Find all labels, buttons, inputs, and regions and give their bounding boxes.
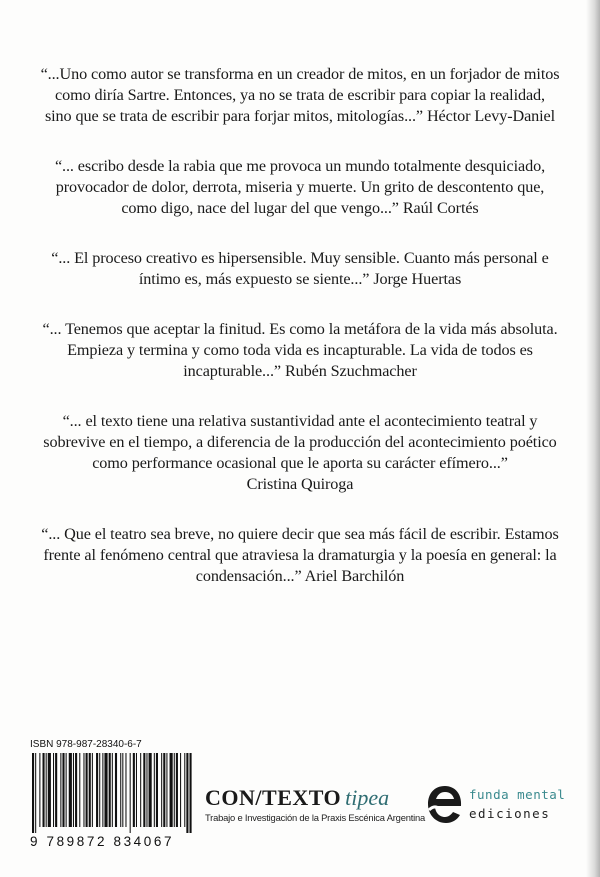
quote-text: “... Que el teatro sea breve, no quiere decir que sea más fácil de escribir. Estamos frente al fenómeno central que atraviesa la dramaturgia y la poesía en general: la condensación...” (41, 525, 559, 585)
barcode-bar (184, 753, 185, 827)
barcode-bar (146, 753, 147, 827)
contexto-name-part2: TEXTO (262, 785, 342, 810)
contexto-name-part1: CON (205, 785, 256, 810)
barcode-bar (35, 753, 36, 833)
quote-author: Rubén Szuchmacher (284, 362, 417, 380)
barcode-bar (186, 753, 188, 833)
quotes-list (40, 64, 560, 616)
barcode-bar (79, 753, 80, 827)
barcode-bar (180, 753, 181, 827)
quote-text: “... escribo desde la rabia que me provoca un mundo totalmente desquiciado, provocador de dolor, derrota, miseria y muerte. Un grito de descontento que, como digo, nace del lugar del que vengo...” (54, 157, 546, 217)
funda-word: funda (469, 787, 518, 802)
barcode-bar (156, 753, 158, 827)
quote-text: “... Tenemos que aceptar la finitud. Es como la metáfora de la vida más absoluta. Empieza y termina y como toda vida es incapturable. La vida de todos es incapturable...” (42, 320, 558, 380)
quote (40, 319, 560, 382)
barcode-bar (69, 753, 72, 827)
barcode-bar (32, 753, 34, 833)
barcode-bar (133, 753, 135, 827)
contexto-tipea-logo (205, 785, 426, 823)
barcode-bar (99, 753, 100, 827)
mental-word: mental (517, 787, 566, 802)
isbn-barcode-block (30, 739, 194, 849)
quote (40, 64, 560, 127)
barcode-bar (43, 753, 45, 827)
barcode-bar (163, 753, 165, 827)
quote-text: “... el texto tiene una relativa sustantividad ante el acontecimiento teatral y sobrevive en el tiempo, a diferencia de la producción del acontecimiento poético como performance ocasional que le aporta su carácter efímero...” (43, 412, 557, 472)
barcode-bar (140, 753, 141, 827)
quote-author: Raúl Cortés (402, 199, 479, 217)
barcode-bar (143, 753, 145, 827)
ediciones-label: ediciones (469, 806, 551, 821)
barcode-bar (112, 753, 113, 827)
barcode-bar (176, 753, 178, 827)
quote-author: Ariel Barchilón (304, 567, 405, 585)
quote-text: “... El proceso creativo es hipersensible. Muy sensible. Cuanto más personal e íntimo es, más expuesto se siente...” (51, 249, 549, 288)
quote-text: “...Uno como autor se transforma en un creador de mitos, en un forjador de mitos como diría Sartre. Entonces, ya no se trata de escribir para copiar la realidad, sino que se trata de escribir para forjar mitos, mitologías...” (40, 65, 560, 125)
quote-author: Jorge Huertas (373, 270, 462, 288)
funda-mental-logo (425, 782, 565, 832)
barcode-bar (190, 753, 192, 833)
scan-edge-shadow (586, 0, 600, 877)
barcode-bar (136, 753, 137, 827)
quote (40, 524, 560, 587)
quote-author: Héctor Levy-Daniel (426, 107, 556, 125)
barcode-icon (30, 753, 194, 833)
barcode-bar (115, 753, 117, 827)
barcode-bar (120, 753, 121, 827)
barcode-bar (89, 753, 91, 827)
barcode-bar (39, 753, 40, 827)
barcode-bar (75, 753, 77, 827)
contexto-title (205, 785, 415, 811)
contexto-tipea: tipea (345, 785, 390, 810)
contexto-slash: / (255, 785, 263, 810)
barcode-bar (46, 753, 47, 827)
barcode-bar (125, 753, 126, 827)
barcode-bar (66, 753, 67, 827)
funda-mental-name (469, 787, 565, 802)
barcode-bar (149, 753, 152, 827)
barcode-bar (92, 753, 93, 827)
barcode-bar (130, 753, 131, 833)
quote (40, 248, 560, 290)
barcode-bar (62, 753, 64, 827)
barcode-bar (73, 753, 74, 827)
barcode-bar (83, 753, 84, 827)
quote (40, 411, 560, 495)
barcode-bar (60, 753, 61, 827)
barcode-bar (170, 753, 173, 827)
barcode-bar (154, 753, 155, 827)
quote (40, 156, 560, 219)
barcode-bar (174, 753, 175, 827)
contexto-subtitle: Trabajo e Investigación de la Praxis Escénica Argentina (205, 812, 426, 823)
barcode-bar (53, 753, 54, 827)
barcode-bar (109, 753, 111, 827)
barcode-bar (86, 753, 88, 827)
barcode-bar (161, 753, 162, 827)
isbn-label: ISBN 978-987-28340-6-7 (30, 739, 142, 750)
quote-author: Cristina Quiroga (246, 475, 354, 493)
barcode-bar (55, 753, 57, 827)
barcode-digits: 9 789872 834067 (30, 834, 175, 849)
barcode-bar (96, 753, 98, 827)
barcode-bar (166, 753, 167, 827)
barcode-bar (48, 753, 51, 827)
funda-mental-mark-icon (425, 782, 465, 828)
barcode-bar (122, 753, 123, 827)
barcode-bar (102, 753, 103, 827)
barcode-bar (104, 753, 107, 827)
